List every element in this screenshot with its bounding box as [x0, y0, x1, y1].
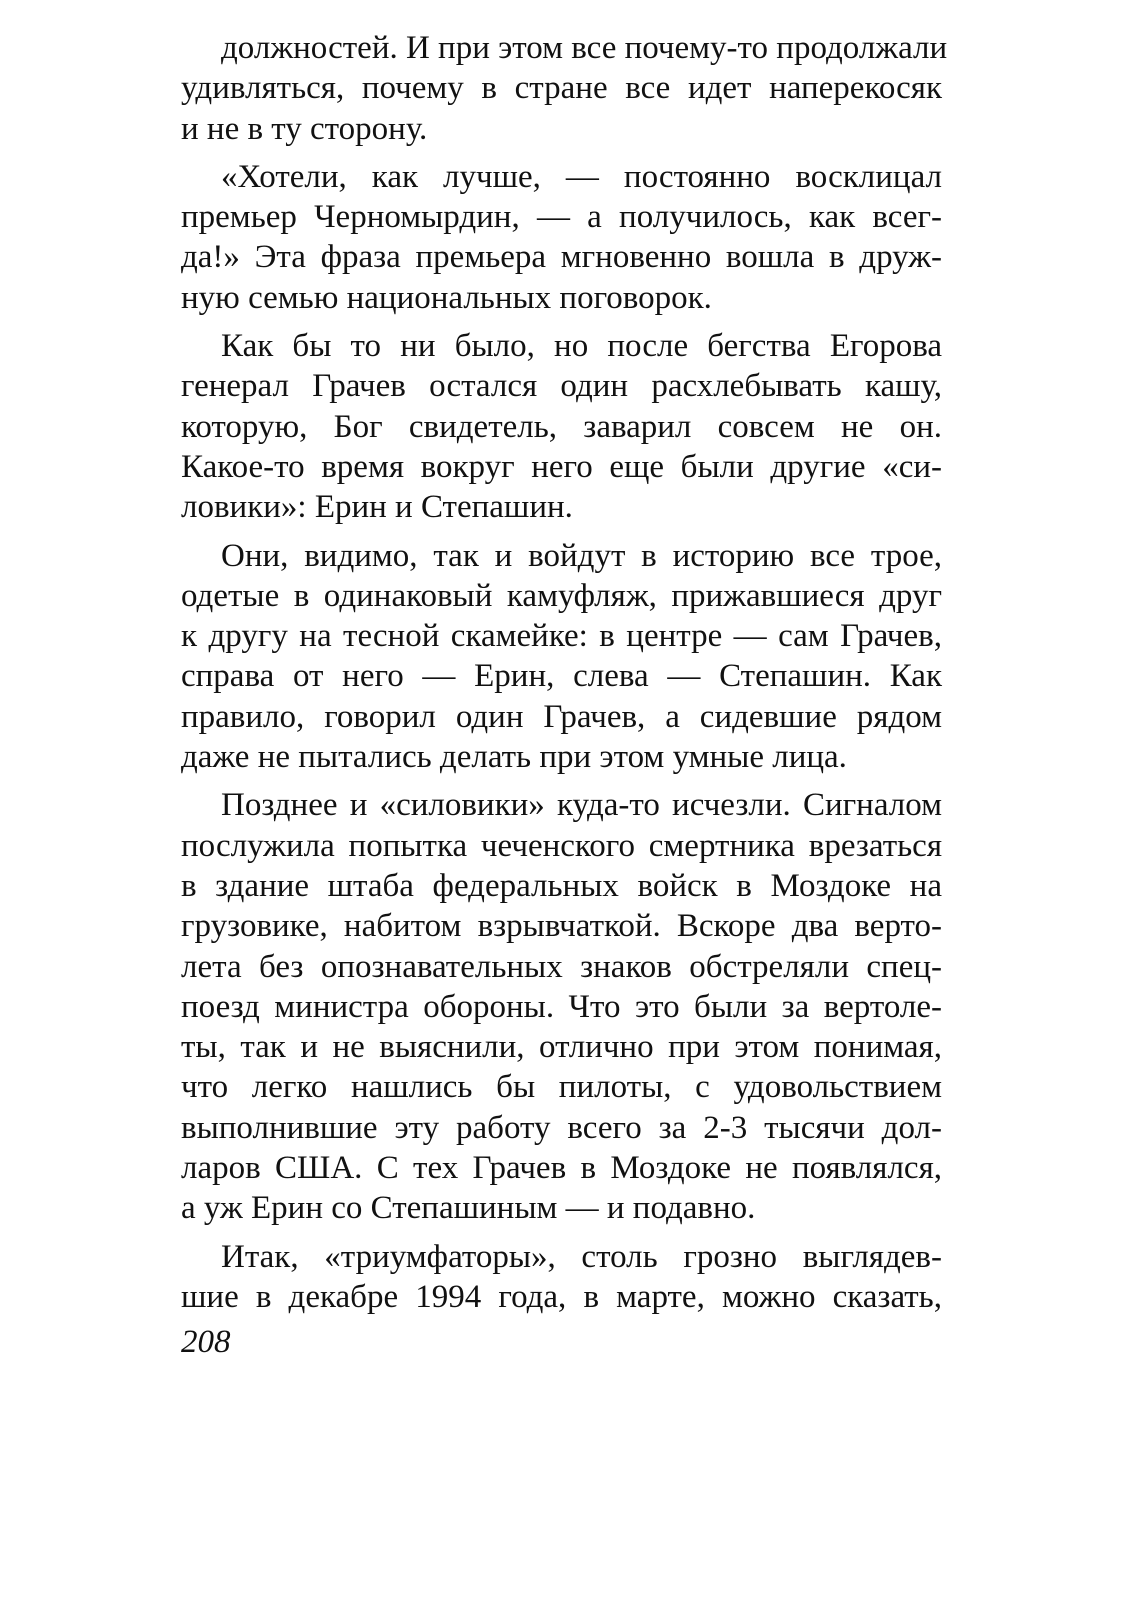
paragraph: [181, 785, 942, 1228]
text-line: которую, Бог свидетель, заварил совсем не он.: [181, 408, 942, 445]
text-line: ловики»: Ерин и Степашин.: [181, 489, 573, 526]
text-line: ларов США. С тех Грачев в Моздоке не появлялся,: [181, 1150, 942, 1187]
text-line: «Хотели, как лучше, — постоянно восклицал: [221, 158, 942, 195]
body-text: [181, 28, 948, 1317]
paragraph: [181, 28, 948, 149]
text-line: что легко нашлись бы пилоты, с удовольствием: [181, 1069, 942, 1106]
text-line: Какое-то время вокруг него еще были другие «си-: [181, 448, 942, 485]
paragraph: [181, 326, 942, 527]
text-line: генерал Грачев остался один расхлебывать кашу,: [181, 368, 942, 405]
text-line: послужила попытка чеченского смертника врезаться: [181, 827, 942, 864]
page-number: 208: [181, 1324, 231, 1360]
text-line: должностей. И при этом все почему-то продолжали: [221, 30, 948, 66]
text-line: и не в ту сторону.: [181, 110, 428, 147]
text-line: а уж Ерин со Степашиным — и подавно.: [181, 1190, 756, 1227]
text-line: даже не пытались делать при этом умные лица.: [181, 739, 847, 776]
text-line: одетые в одинаковый камуфляж, прижавшиеся друг: [181, 577, 942, 614]
text-line: справа от него — Ерин, слева — Степашин. Как: [181, 658, 942, 695]
text-line: Они, видимо, так и войдут в историю все трое,: [221, 537, 942, 574]
text-line: грузовике, набитом взрывчаткой. Вскоре два верто-: [181, 908, 942, 945]
text-line: премьер Черномырдин, — а получилось, как всег-: [181, 199, 942, 236]
text-line: ты, так и не выяснили, отлично при этом понимая,: [181, 1029, 942, 1066]
paragraph: [181, 1237, 942, 1318]
text-line: правило, говорил один Грачев, а сидевшие рядом: [181, 698, 942, 735]
text-line: шие в декабре 1994 года, в марте, можно сказать,: [181, 1278, 942, 1315]
text-line: удивляться, почему в стране все идет наперекосяк: [181, 70, 942, 107]
paragraph: [181, 157, 942, 318]
text-line: Как бы то ни было, но после бегства Егорова: [221, 328, 942, 365]
text-line: поезд министра обороны. Что это были за вертоле-: [181, 988, 942, 1025]
text-line: к другу на тесной скамейке: в центре — сам Грачев,: [181, 618, 942, 655]
text-line: выполнившие эту работу всего за 2-3 тысячи дол-: [181, 1109, 942, 1146]
text-line: лета без опознавательных знаков обстреляли спец-: [181, 948, 942, 985]
text-line: Итак, «триумфаторы», столь грозно выглядев-: [221, 1238, 942, 1275]
text-line: в здание штаба федеральных войск в Моздоке на: [181, 867, 942, 904]
paragraph: [181, 536, 942, 778]
text-line: Позднее и «силовики» куда-то исчезли. Сигналом: [221, 787, 942, 824]
text-line: да!» Эта фраза премьера мгновенно вошла в друж-: [181, 239, 942, 276]
text-line: ную семью национальных поговорок.: [181, 279, 712, 316]
